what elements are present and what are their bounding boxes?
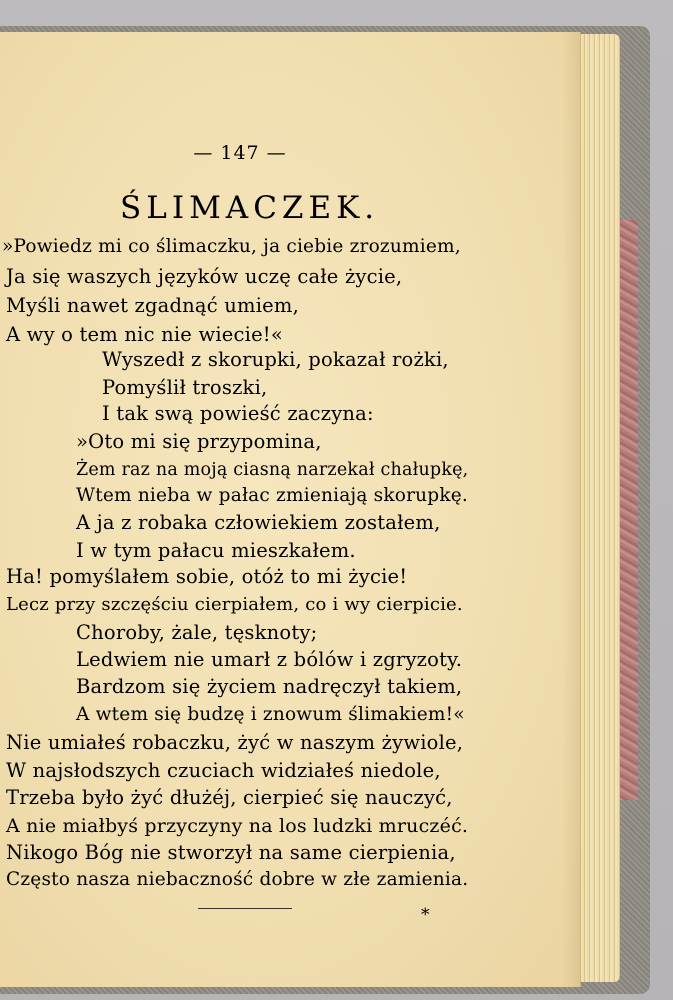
- poem-line: Ja się waszych języków uczę całe życie,: [6, 265, 403, 288]
- poem-line: Lecz przy szczęściu cierpiałem, co i wy cierpicie.: [6, 594, 463, 615]
- section-divider: [198, 908, 292, 909]
- poem-line: Żem raz na moją ciasną narzekał chałupkę,: [76, 460, 469, 480]
- poem-line: Wtem nieba w pałac zmieniają skorupkę.: [76, 485, 468, 506]
- poem-line: W najsłodszych czuciach widziałeś niedole,: [6, 759, 441, 782]
- page-number: — 147 —: [193, 142, 287, 164]
- asterisk-ornament: *: [421, 905, 430, 925]
- book-page: [0, 32, 581, 987]
- poem-line: Choroby, żale, tęsknoty;: [76, 621, 318, 644]
- poem-line: Nie umiałeś robaczku, żyć w naszym żywiole,: [6, 731, 464, 754]
- poem-line: Trzeba było żyć dłużéj, cierpieć się nauczyć,: [6, 786, 453, 809]
- poem-line: I w tym pałacu mieszkałem.: [76, 539, 356, 562]
- poem-line: Ha! pomyślałem sobie, otóż to mi życie!: [6, 565, 408, 588]
- poem-line: Często nasza niebaczność dobre w złe zamienia.: [6, 869, 469, 890]
- poem-line: A ja z robaka człowiekiem zostałem,: [76, 511, 441, 534]
- poem-line: A nie miałbyś przyczyny na los ludzki mruczéć.: [6, 815, 469, 837]
- poem-line: I tak swą powieść zaczyna:: [102, 402, 374, 425]
- poem-line: Pomyślił troszki,: [102, 376, 268, 399]
- poem-line: A wtem się budzę i znowum ślimakiem!«: [76, 704, 465, 725]
- poem-title: ŚLIMACZEK.: [120, 190, 380, 226]
- poem-line: Ledwiem nie umarł z bólów i zgryzoty.: [76, 648, 463, 671]
- poem-line: A wy o tem nic nie wiecie!«: [6, 323, 283, 346]
- poem-line: »Oto mi się przypomina,: [76, 430, 322, 453]
- poem-line: Nikogo Bóg nie stworzył na same cierpienia,: [6, 841, 456, 864]
- poem-line: »Powiedz mi co ślimaczku, ja ciebie zrozumiem,: [2, 236, 461, 257]
- poem-line: Wyszedł z skorupki, pokazał rożki,: [102, 348, 449, 371]
- poem-line: Bardzom się życiem nadręczył takiem,: [76, 675, 463, 698]
- poem-line: Myśli nawet zgadnąć umiem,: [6, 294, 299, 317]
